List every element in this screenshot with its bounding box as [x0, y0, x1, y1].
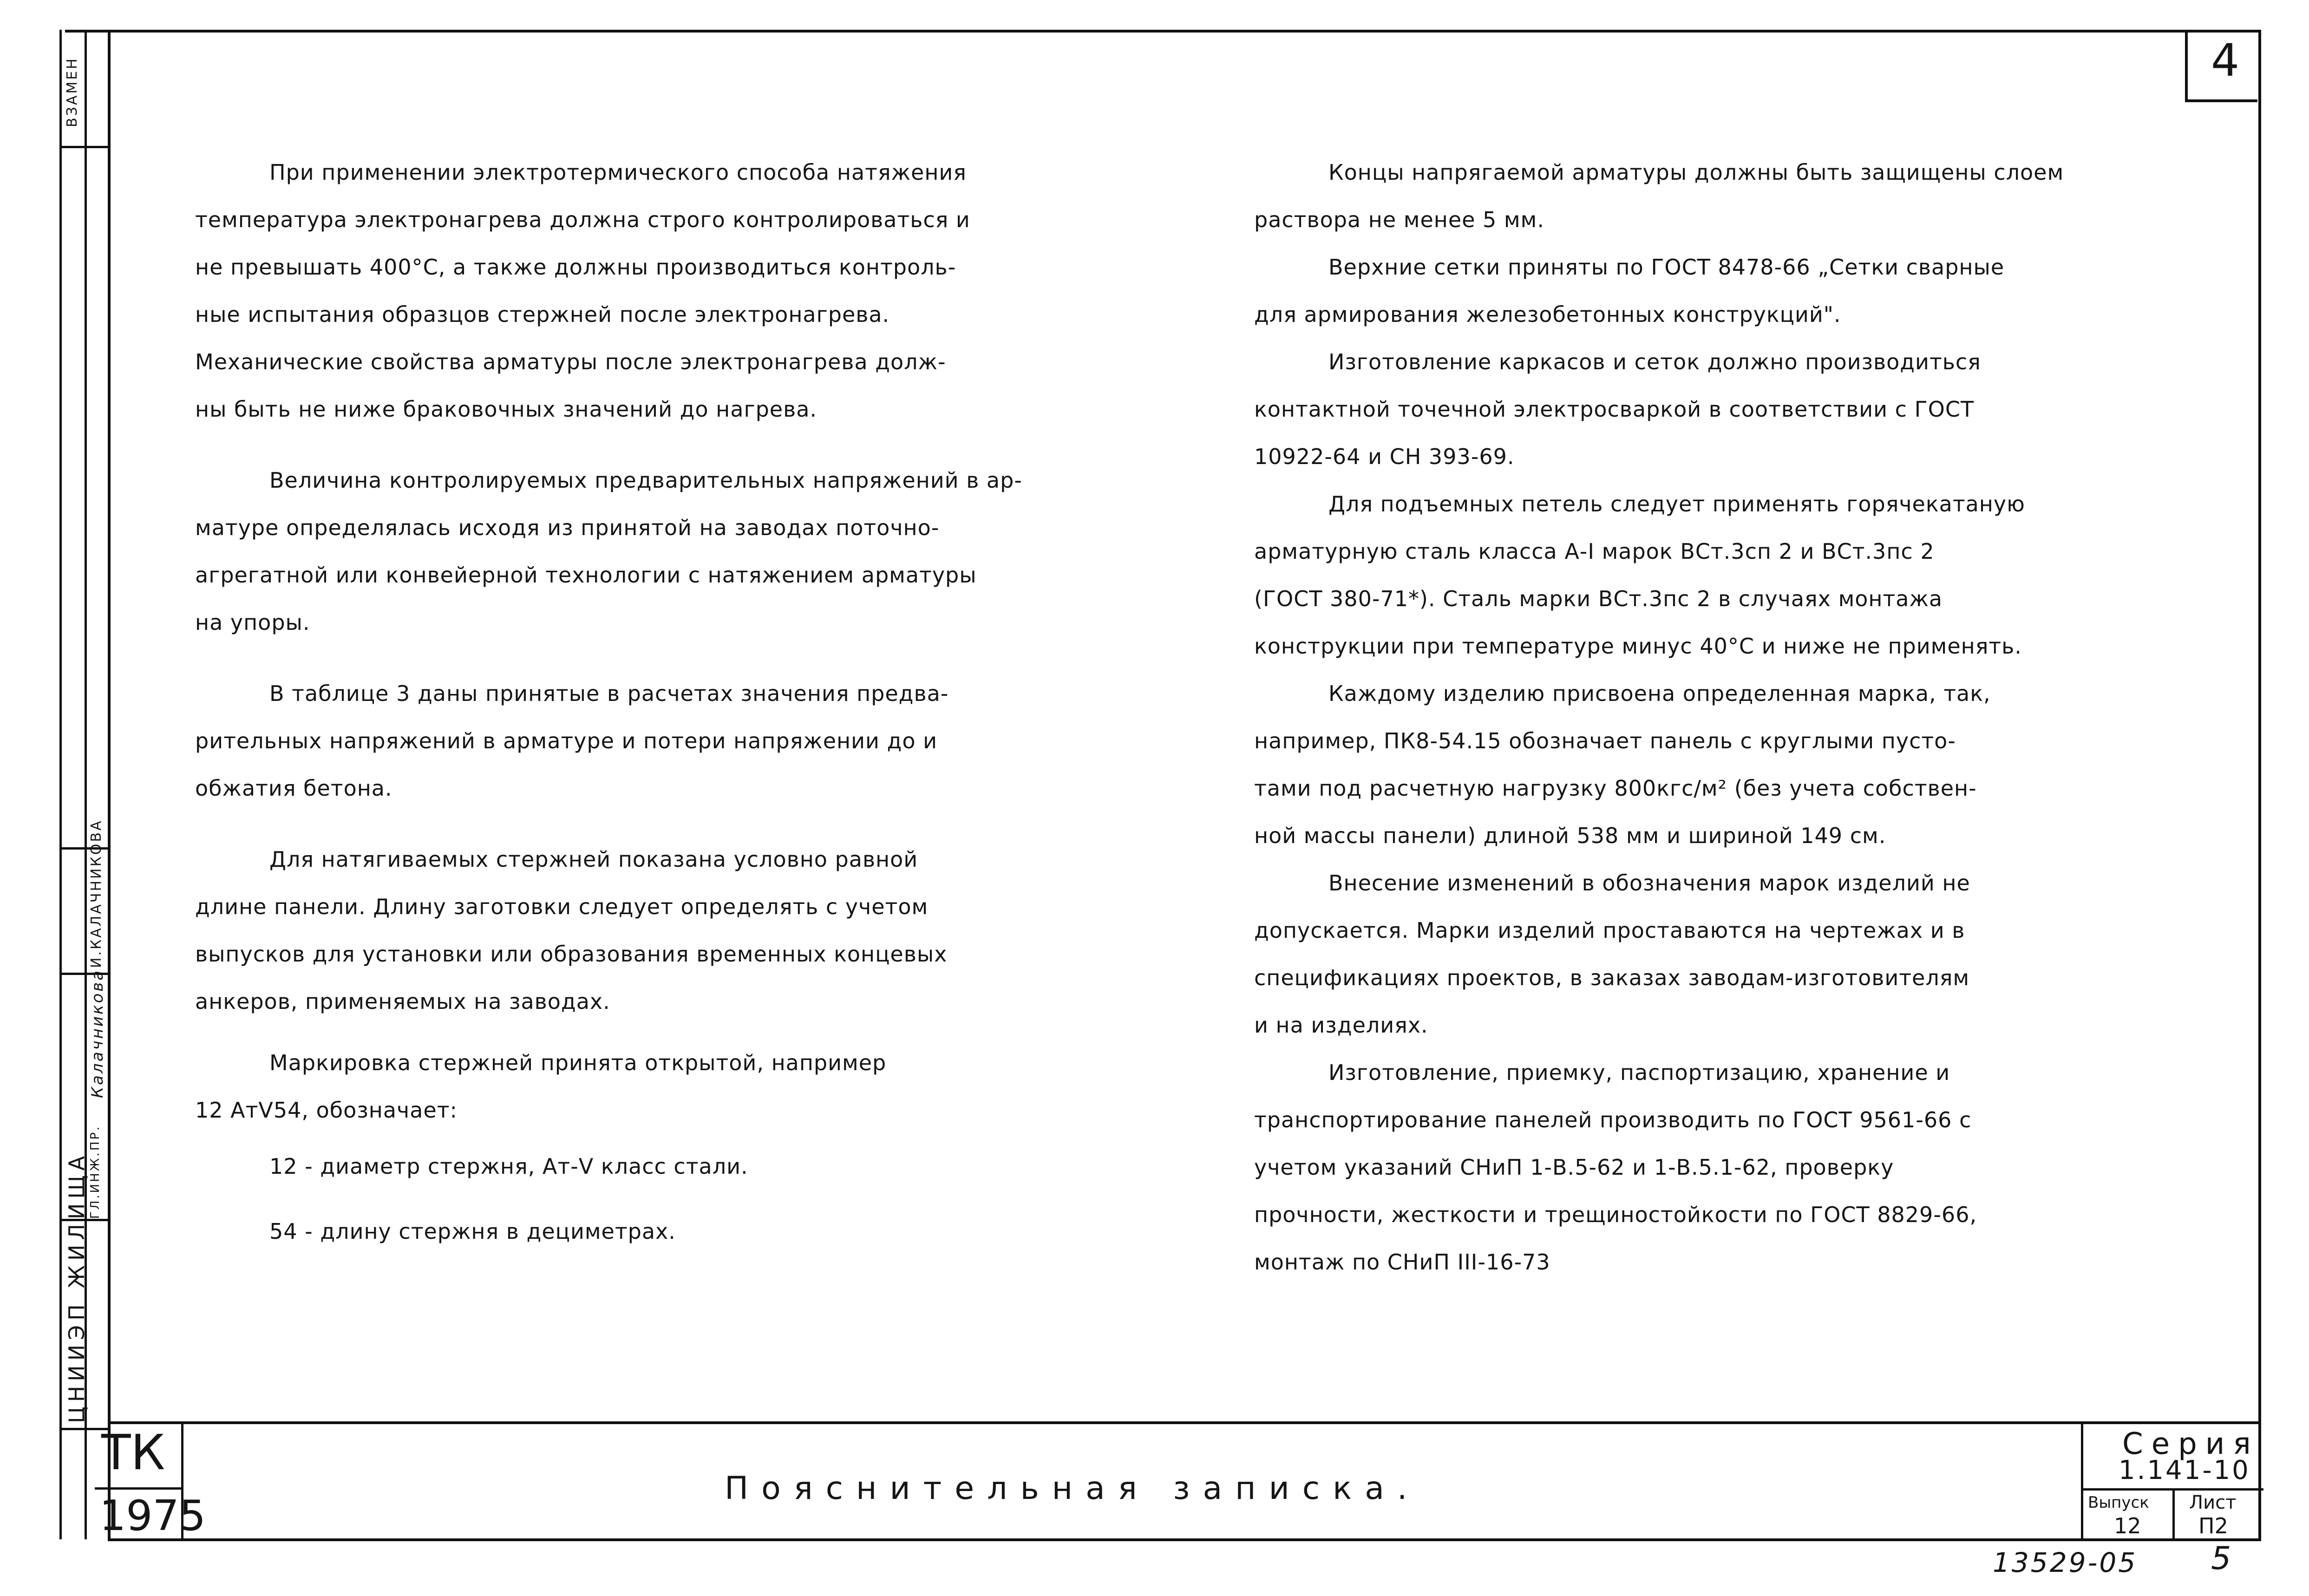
paragraph-line: ной массы панели) длиной 538 мм и шириной 149 см. [1254, 823, 1886, 848]
left-margin-strip [59, 30, 111, 1539]
issue-label: Выпуск [2088, 1493, 2149, 1512]
title-block-top-line [108, 1421, 2261, 1424]
institute-label: ЦНИИЭП ЖИЛИЩА [64, 1151, 89, 1423]
signer-role: ГЛ.ИНЖ.ПР. [88, 1125, 102, 1219]
paragraph-line: выпусков для установки или образования временных концевых [195, 942, 948, 967]
paragraph-line: Концы напрягаемой арматуры должны быть защищены слоем [1328, 160, 2064, 185]
paragraph-line: 10922-64 и СН 393-69. [1254, 444, 1515, 469]
paragraph-line: обжатия бетона. [195, 776, 392, 801]
paragraph-line: прочности, жесткости и трещиностойкости по ГОСТ 8829-66, [1254, 1202, 1977, 1227]
paragraph-line: 12 АтV54, обозначает: [195, 1098, 458, 1123]
paragraph-line: (ГОСТ 380-71*). Сталь марки ВСт.3пс 2 в случаях монтажа [1254, 586, 1943, 611]
paragraph-line: Каждому изделию присвоена определенная марка, так, [1328, 681, 1991, 706]
paragraph-line: ные испытания образцов стержней после электронагрева. [195, 302, 890, 327]
series-number: 1.141-10 [2119, 1455, 2250, 1485]
paragraph-line: матуре определялась исходя из принятой на заводах поточно- [195, 515, 940, 540]
paragraph-line: Для подъемных петель следует применять горячекатаную [1328, 491, 2025, 517]
paragraph-line: рительных напряжений в арматуре и потери напряжении до и [195, 728, 937, 753]
vzamen-label: ВЗАМЕН [64, 57, 80, 127]
org-code: ТК [101, 1424, 165, 1481]
paragraph-line: ны быть не ниже браковочных значений до нагрева. [195, 397, 818, 422]
paragraph-line: агрегатной или конвейерной технологии с натяжением арматуры [195, 563, 977, 588]
paragraph-line: Для натягиваемых стержней показана условно равной [269, 847, 918, 872]
series-box [2081, 1421, 2263, 1541]
paragraph-line: температура электронагрева должна строго контролироваться и [195, 207, 970, 232]
paragraph-line: на упоры. [195, 610, 310, 635]
paragraph-line: Величина контролируемых предварительных напряжений в ар- [269, 468, 1022, 493]
signer-name: И.КАЛАЧНИКОВА [88, 819, 105, 968]
paragraph-line: раствора не менее 5 мм. [1254, 207, 1544, 232]
paragraph-line: спецификациях проектов, в заказах заводам-изготовителям [1254, 965, 1970, 990]
paragraph-line: допускается. Марки изделий проставаются на чертежах и в [1254, 918, 1965, 943]
paragraph-line: В таблице 3 даны принятые в расчетах значения предва- [269, 681, 949, 706]
paragraph-line: для армирования железобетонных конструкций". [1254, 302, 1841, 327]
org-box [95, 1421, 206, 1541]
paragraph-line: При применении электротермического способа натяжения [269, 160, 967, 185]
paragraph-line: не превышать 400°С, а также должны производиться контроль- [195, 255, 956, 280]
paragraph-line: транспортирование панелей производить по ГОСТ 9561-66 с [1254, 1107, 1972, 1132]
signature: Калачникова [88, 968, 107, 1098]
page-number: 4 [2211, 34, 2240, 86]
paragraph-line: анкеров, применяемых на заводах. [195, 989, 610, 1014]
paragraph-line: монтаж по СНиП III-16-73 [1254, 1249, 1550, 1275]
paragraph-line: Верхние сетки приняты по ГОСТ 8478-66 „Сетки сварные [1328, 255, 2005, 280]
paragraph-line: Внесение изменений в обозначения марок изделий не [1328, 870, 1970, 896]
paragraph-line: и на изделиях. [1254, 1013, 1428, 1038]
paragraph-line: тами под расчетную нагрузку 800кгс/м² (без учета собствен- [1254, 776, 1977, 801]
paragraph-line: Изготовление, приемку, паспортизацию, хранение и [1328, 1060, 1950, 1085]
paragraph-line: Изготовление каркасов и сеток должно производиться [1328, 349, 1981, 374]
strip-line-outer [59, 30, 62, 1539]
sheet-index: 5 [2211, 1540, 2231, 1577]
series-label: Серия [2122, 1427, 2259, 1461]
paragraph-line: Маркировка стержней принята открытой, например [269, 1050, 887, 1075]
paragraph-line: Механические свойства арматуры после электронагрева долж- [195, 349, 946, 374]
org-year: 1975 [99, 1491, 206, 1540]
series-box-split [2172, 1488, 2175, 1541]
page-number-box [2185, 30, 2257, 102]
paragraph-line: длине панели. Длину заготовки следует определять с учетом [195, 894, 929, 919]
left-text-column [195, 149, 1124, 1264]
paragraph-line: арматурную сталь класса А-I марок ВСт.3сп 2 и ВСт.3пс 2 [1254, 539, 1935, 564]
paragraph-line: контактной точечной электросваркой в соответствии с ГОСТ [1254, 397, 1975, 422]
issue-value: 12 [2114, 1513, 2141, 1538]
paragraph-line: 54 - длину стержня в дециметрах. [269, 1219, 676, 1244]
right-text-column [1254, 149, 2146, 1286]
paragraph-line: например, ПК8-54.15 обозначает панель с круглыми пусто- [1254, 728, 1956, 753]
sheet-value: П2 [2198, 1513, 2228, 1538]
paragraph-line: учетом указаний СНиП 1-В.5-62 и 1-В.5.1-62, проверку [1254, 1155, 1894, 1180]
document-title: Пояснительная записка. [725, 1470, 1420, 1507]
sheet-label: Лист [2189, 1492, 2237, 1513]
archive-stamp-number: 13529-05 [1993, 1547, 2138, 1578]
strip-divider-1 [59, 146, 111, 148]
paragraph-line: 12 - диаметр стержня, Ат-V класс стали. [269, 1154, 748, 1179]
paragraph-line: конструкции при температуре минус 40°С и ниже не применять. [1254, 634, 2022, 659]
org-box-divider [95, 1487, 181, 1490]
